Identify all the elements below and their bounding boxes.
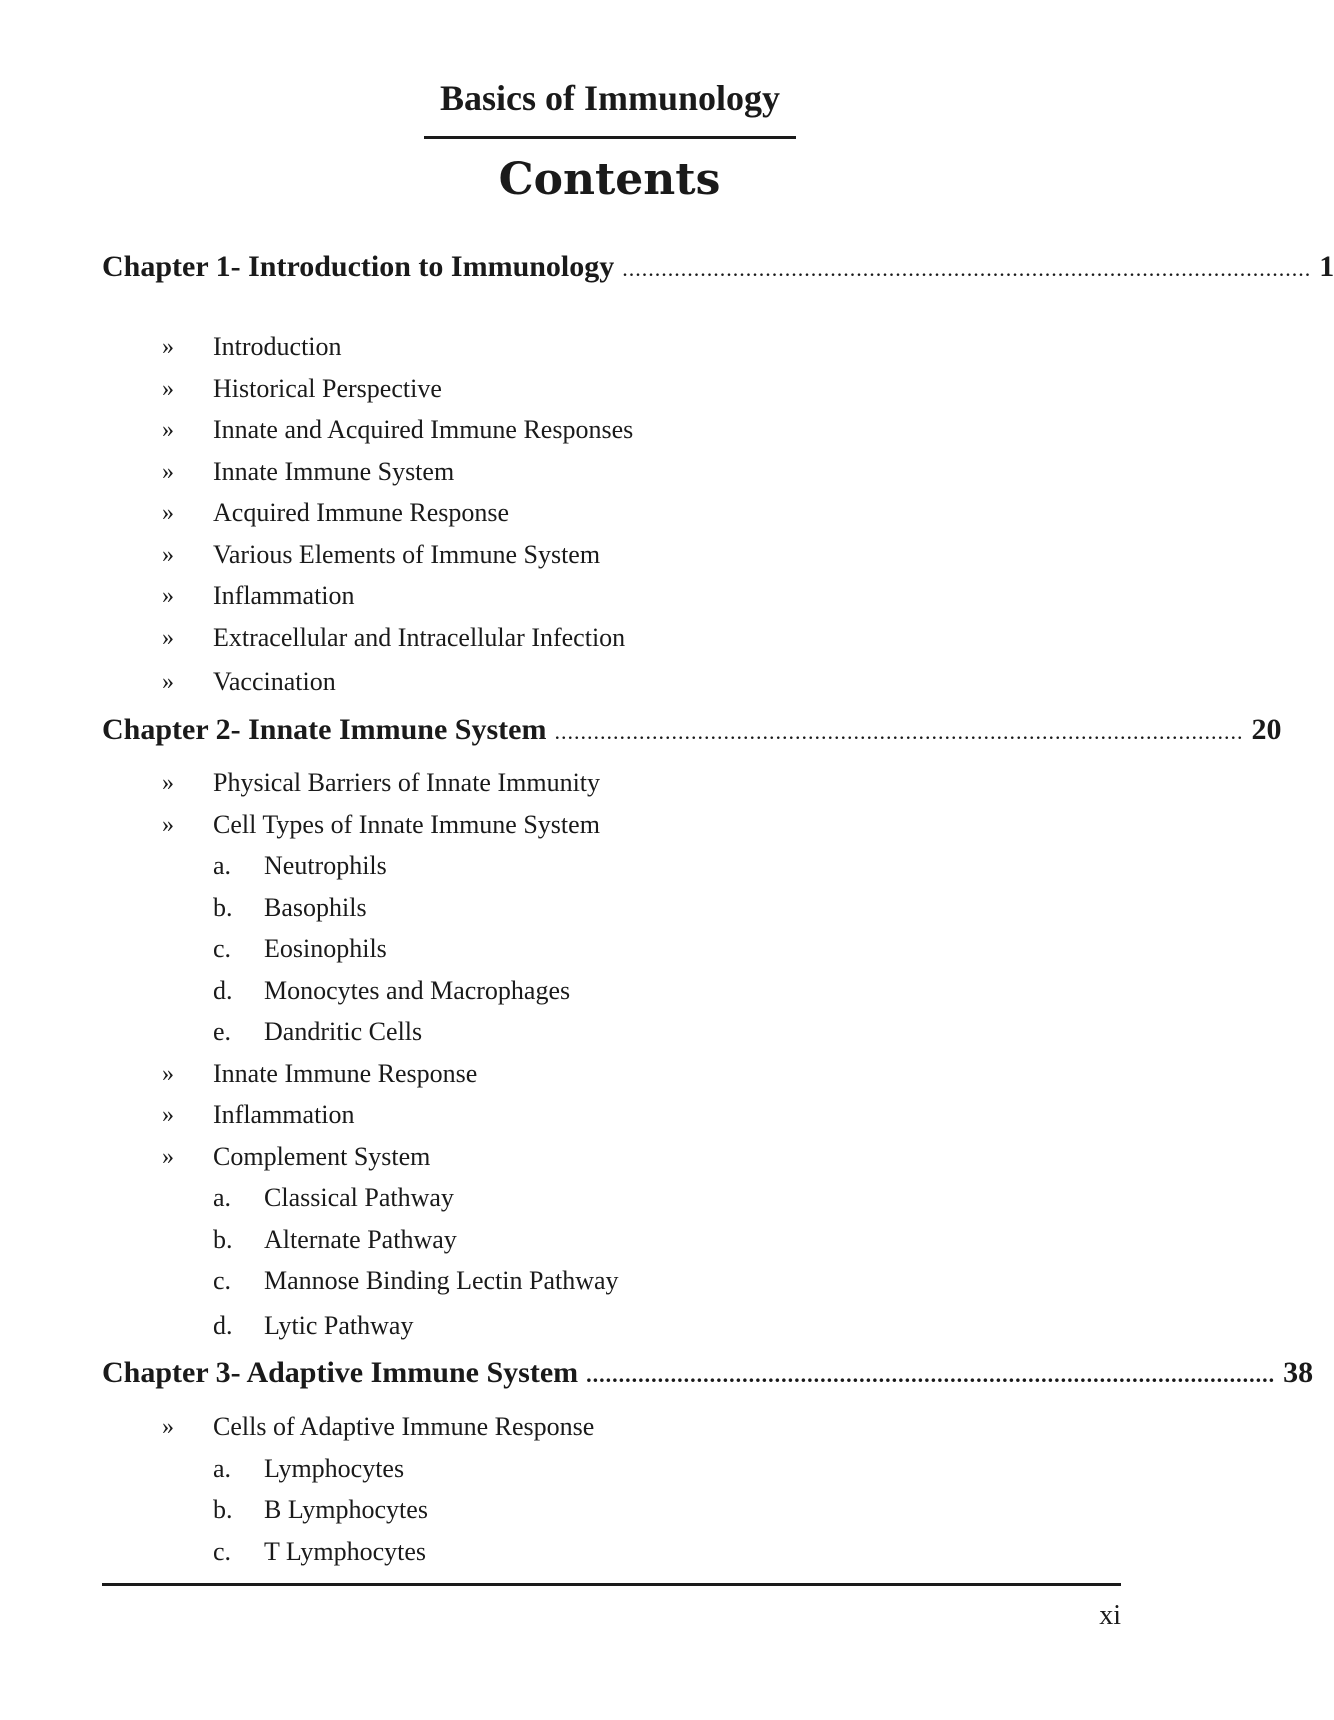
bullet-marker: »: [162, 376, 174, 402]
toc-subentry-text: Dandritic Cells: [264, 1017, 423, 1046]
toc-entry-text: Historical Perspective: [213, 374, 442, 403]
subentry-letter: a.: [213, 1454, 232, 1483]
bullet-marker: »: [162, 459, 174, 485]
subentry-letter: a.: [213, 851, 232, 880]
toc-entry-text: Physical Barriers of Innate Immunity: [213, 768, 601, 797]
subentry-letter: c.: [213, 1537, 232, 1566]
toc-subentry-text: Monocytes and Macrophages: [264, 976, 571, 1005]
toc-subentry-text: Eosinophils: [264, 934, 387, 963]
bullet-marker: »: [162, 583, 174, 609]
subentry-letter: c.: [213, 1266, 232, 1295]
toc-entry-text: Complement System: [213, 1142, 431, 1171]
toc-entry-text: Inflammation: [213, 581, 355, 610]
chapter-title: Chapter 1- Introduction to Immunology: [102, 250, 615, 283]
bullet-marker: »: [162, 334, 174, 360]
bullet-marker: »: [162, 1102, 174, 1128]
subentry-letter: b.: [213, 1495, 233, 1524]
toc-subentry-text: Classical Pathway: [264, 1183, 454, 1212]
toc-chapter-3[interactable]: [102, 1353, 1314, 1393]
subentry-letter: a.: [213, 1183, 232, 1212]
toc-subentry-text: Basophils: [264, 893, 367, 922]
dot-leader: ..........................................................................................................: [586, 1362, 1276, 1387]
page-number: xi: [1099, 1600, 1121, 1631]
subentry-letter: b.: [213, 1225, 233, 1254]
bullet-marker: »: [162, 625, 174, 651]
toc-entry-text: Inflammation: [213, 1100, 355, 1129]
bullet-marker: »: [162, 770, 174, 796]
bullet-marker: »: [162, 669, 174, 695]
subentry-letter: d.: [213, 1311, 233, 1340]
toc-entry-text: Introduction: [213, 332, 342, 361]
bullet-marker: »: [162, 417, 174, 443]
toc-entry-text: Extracellular and Intracellular Infection: [213, 623, 626, 652]
title-underline: [424, 136, 796, 139]
bullet-marker: »: [162, 1144, 174, 1170]
bullet-marker: »: [162, 1061, 174, 1087]
toc-entry-text: Various Elements of Immune System: [213, 540, 601, 569]
toc-entry-text: Vaccination: [213, 667, 336, 696]
chapter-title: Chapter 2- Innate Immune System: [102, 713, 547, 746]
toc-entry-text: Cell Types of Innate Immune System: [213, 810, 600, 839]
bullet-marker: »: [162, 1414, 174, 1440]
chapter-page-number: 1: [1319, 250, 1334, 283]
contents-heading: Contents: [498, 154, 721, 205]
toc-entry-text: Acquired Immune Response: [213, 498, 510, 527]
chapter-page-number: 38: [1283, 1356, 1314, 1389]
bullet-marker: »: [162, 500, 174, 526]
book-title: Basics of Immunology: [439, 78, 781, 118]
toc-chapter-2[interactable]: [102, 710, 1282, 750]
subentry-letter: d.: [213, 976, 233, 1005]
toc-subentry-text: T Lymphocytes: [264, 1537, 427, 1566]
bullet-marker: »: [162, 542, 174, 568]
subentry-letter: c.: [213, 934, 232, 963]
subentry-letter: b.: [213, 893, 233, 922]
toc-subentry-text: Lytic Pathway: [264, 1311, 414, 1340]
toc-subentry-text: Alternate Pathway: [264, 1225, 457, 1254]
toc-subentry-text: Lymphocytes: [264, 1454, 405, 1483]
toc-entry-text: Innate Immune Response: [213, 1059, 478, 1088]
chapter-title: Chapter 3- Adaptive Immune System: [102, 1356, 579, 1389]
footer-rule: [102, 1583, 1121, 1586]
toc-subentry-text: Neutrophils: [264, 851, 387, 880]
dot-leader: ..........................................................................................................: [622, 256, 1312, 281]
chapter-page-number: 20: [1251, 713, 1282, 746]
subentry-letter: e.: [213, 1017, 232, 1046]
dot-leader: ..........................................................................................................: [554, 719, 1244, 744]
toc-subentry-text: Mannose Binding Lectin Pathway: [264, 1266, 619, 1295]
toc-entry-text: Innate Immune System: [213, 457, 455, 486]
toc-entry-text: Innate and Acquired Immune Responses: [213, 415, 634, 444]
toc-subentry-text: B Lymphocytes: [264, 1495, 428, 1524]
bullet-marker: »: [162, 812, 174, 838]
toc-entry-text: Cells of Adaptive Immune Response: [213, 1412, 595, 1441]
toc-chapter-1[interactable]: [102, 247, 1334, 287]
